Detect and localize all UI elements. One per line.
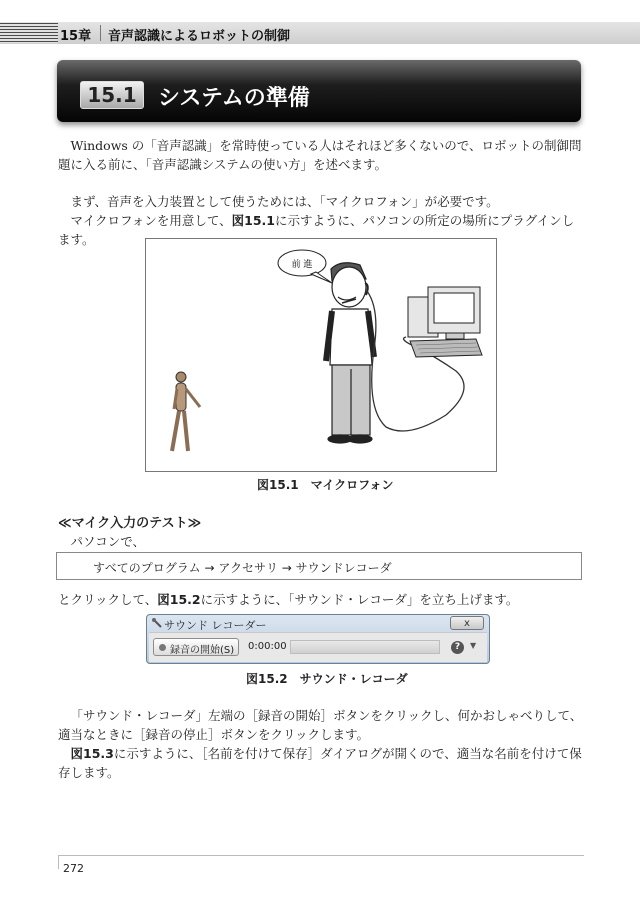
microphone-icon: [151, 618, 163, 629]
level-meter: [290, 640, 440, 654]
figure-ref: 図15.2: [157, 592, 201, 607]
footer-rule: [58, 855, 584, 856]
robot-figure: [172, 372, 200, 451]
figure-microphone: [145, 238, 497, 472]
figure1-caption: 図15.1 マイクロフォン: [257, 478, 394, 492]
speech-bubble-text: 前 進: [291, 260, 313, 270]
record-dot-icon: [159, 644, 166, 651]
mic-test-heading: ≪マイク入力のテスト≫: [58, 516, 202, 531]
computer-icon: [408, 287, 482, 357]
page-number: 272: [63, 862, 84, 875]
chapter-header-bar: [0, 22, 640, 44]
close-button[interactable]: x: [450, 616, 484, 630]
paragraph-save: 図15.3に示すように、［名前を付けて保存］ダイアログが開くので、適当な名前を付けて保存します。: [58, 746, 582, 780]
start-recording-label: 録音の開始(S): [170, 645, 235, 656]
header-stripes: [0, 23, 58, 43]
paragraph-mic-needed: まず、音声を入力装置として使うためには、「マイクロフォン」が必要です。: [70, 194, 499, 209]
recorder-title: サウンド レコーダー: [164, 619, 267, 632]
help-icon[interactable]: ?: [451, 641, 464, 654]
header-divider: [100, 25, 101, 41]
chapter-number: 15章: [60, 29, 92, 44]
paragraph-launch: とクリックして、図15.2に示すように、「サウンド・レコーダ」を立ち上げます。: [58, 592, 519, 607]
man-with-headset: [326, 263, 374, 443]
figure-ref: 図15.1: [231, 213, 275, 228]
microphone-illustration: [146, 239, 496, 471]
figure2-caption: 図15.2 サウンド・レコーダ: [246, 672, 408, 686]
menu-path: すべてのプログラム → アクセサリ → サウンドレコーダ: [93, 561, 392, 575]
paragraph-plugin: マイクロフォンを用意して、図15.1に示すように、パソコンの所定の場所にプラグインします。: [58, 213, 575, 247]
paragraph-pc: パソコンで、: [70, 534, 146, 549]
paragraph-intro: Windows の「音声認識」を常時使っている人はそれほど多くないので、ロボットの制御問題に入る前に、「音声認識システムの使い方」を述べます。: [58, 138, 582, 172]
chapter-title: 音声認識によるロボットの制御: [108, 29, 291, 44]
section-number: 15.1: [80, 81, 144, 109]
chevron-down-icon[interactable]: ▼: [470, 641, 477, 650]
figure-ref: 図15.3: [70, 746, 114, 761]
paragraph-record: 「サウンド・レコーダ」左端の［録音の開始］ボタンをクリックし、何かおしゃべりして、適当なときに［録音の停止］ボタンをクリックします。: [58, 708, 583, 742]
elapsed-time: 0:00:00: [248, 641, 287, 652]
section-title: システムの準備: [158, 86, 310, 111]
footer-tick: [58, 855, 59, 869]
